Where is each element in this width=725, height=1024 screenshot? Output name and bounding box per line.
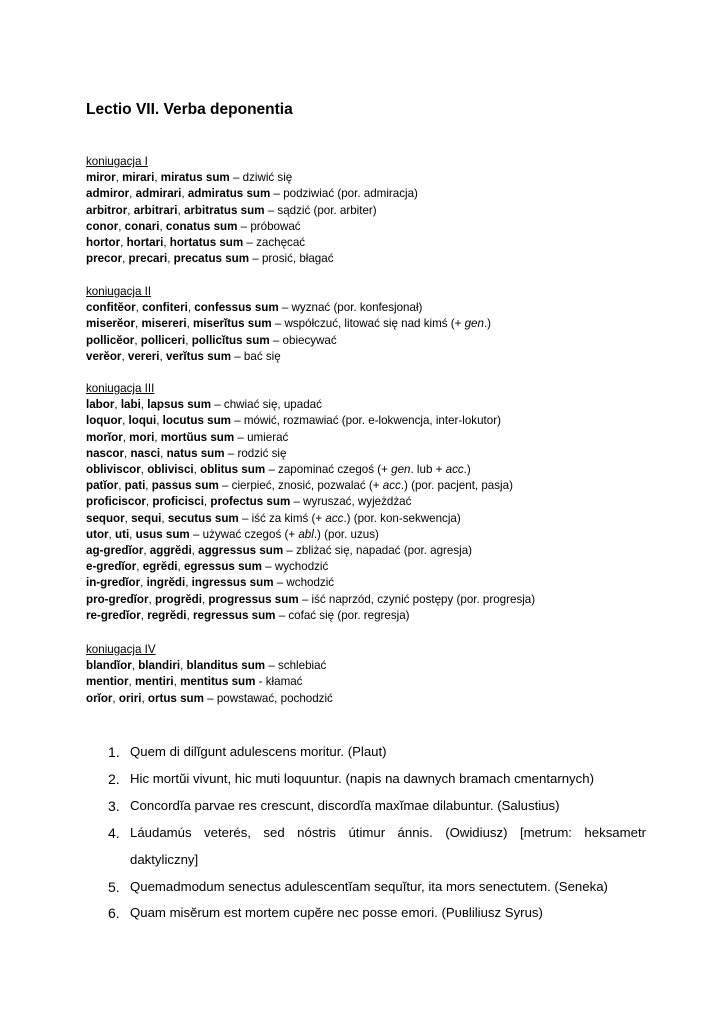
verb-form: pollicĭtus sum — [191, 333, 270, 347]
verb-form: confiteri — [142, 301, 188, 315]
verb-form: hortatus sum — [169, 236, 244, 250]
verb-meaning: – iść naprzód, czynić postępy (por. progresja) — [298, 592, 536, 606]
conjugation-section — [86, 381, 646, 624]
verb-form: miror — [86, 171, 116, 185]
verb-meaning: – sądzić (por. arbiter) — [264, 203, 377, 217]
verb-meaning: – iść za kimś (+ acc.) (por. kon-sekwencja) — [238, 511, 461, 525]
verb-form: hortor — [86, 236, 121, 250]
verb-entry: miror, mirari, miratus sum – dziwić się — [86, 171, 293, 185]
verb-entry: utor, uti, usus sum – używać czegoś (+ abl.) (por. uzus) — [86, 527, 379, 541]
verb-form: vereri — [127, 349, 160, 363]
verb-form: pati — [124, 479, 146, 493]
verb-meaning: – rodzić się — [224, 446, 287, 460]
exercise-number: 5. — [108, 878, 120, 895]
verb-form: aggressus sum — [198, 544, 284, 558]
verb-form: admiror — [86, 187, 130, 201]
verb-form: pro-gredĭor — [86, 592, 149, 606]
verb-meaning: – bać się — [231, 349, 281, 363]
exercise-item — [86, 739, 646, 766]
verb-entry: re-gredĭor, regrĕdi, regressus sum – cofać się (por. regresja) — [86, 608, 410, 622]
verb-form: confessus sum — [194, 301, 279, 315]
verb-form: mentiri — [134, 675, 174, 689]
verb-entry: hortor, hortari, hortatus sum – zachęcać — [86, 236, 306, 250]
verb-entry: conor, conari, conatus sum – próbować — [86, 219, 301, 233]
verb-form: arbitratus sum — [183, 203, 265, 217]
verb-form: miserĭtus sum — [193, 317, 272, 331]
verb-entry: precor, precari, precatus sum – prosić, błagać — [86, 252, 334, 266]
verb-form: confitĕor — [86, 301, 136, 315]
verb-form: passus sum — [151, 479, 219, 493]
verb-entry: labor, labi, lapsus sum – chwiać się, upadać — [86, 398, 322, 412]
verb-form: in-gredĭor — [86, 576, 141, 590]
verb-form: natus sum — [166, 446, 225, 460]
verb-form: ingrĕdi — [146, 576, 186, 590]
verb-form: morĭor — [86, 430, 123, 444]
verb-meaning: – używać czegoś (+ abl.) (por. uzus) — [189, 527, 379, 541]
verb-form: polliceri — [140, 333, 186, 347]
verb-meaning: – mówić, rozmawiać (por. e-lokwencja, inter-lokutor) — [230, 414, 501, 428]
verb-entry: nascor, nasci, natus sum – rodzić się — [86, 446, 287, 460]
verb-form: lapsus sum — [147, 398, 212, 412]
verb-form: arbitrari — [133, 203, 178, 217]
verb-form: mentior — [86, 675, 129, 689]
section-heading: koniugacja III — [86, 382, 155, 395]
verb-form: blandĭor — [86, 659, 132, 673]
verb-meaning: – wyruszać, wyjeżdżać — [290, 495, 412, 509]
exercise-text: Quem di dilĭgunt adulescens moritur. (Plaut) — [130, 744, 387, 759]
verb-form: precor — [86, 252, 123, 266]
verb-form: nasci — [130, 446, 161, 460]
verb-entry: arbitror, arbitrari, arbitratus sum – sądzić (por. arbiter) — [86, 203, 377, 217]
verb-form: mirari — [122, 171, 155, 185]
exercise-number: 3. — [108, 797, 120, 814]
verb-meaning: – chwiać się, upadać — [211, 398, 322, 412]
verb-form: mortŭus sum — [160, 430, 235, 444]
section-heading: koniugacja II — [86, 285, 152, 298]
verb-form: oblivisci — [147, 463, 194, 477]
verb-form: proficisci — [152, 495, 204, 509]
exercise-item — [86, 793, 646, 820]
verb-form: precari — [128, 252, 168, 266]
verb-form: loqui — [128, 414, 157, 428]
verb-form: oriri — [118, 691, 142, 705]
verb-entry: obliviscor, oblivisci, oblitus sum – zapominać czegoś (+ gen. lub + acc.) — [86, 463, 471, 477]
verb-form: patĭor — [86, 479, 119, 493]
verb-entry: loquor, loqui, locutus sum – mówić, rozmawiać (por. e-lokwencja, inter-lokutor) — [86, 414, 501, 428]
verb-form: ortus sum — [147, 691, 204, 705]
verb-form: regressus sum — [192, 608, 276, 622]
verb-form: mori — [129, 430, 155, 444]
verb-form: egressus sum — [183, 560, 262, 574]
exercise-text: Hic mortŭi vivunt, hic muti loquuntur. (napis na dawnych bramach cmentarnych) — [130, 770, 594, 786]
verb-form: proficiscor — [86, 495, 146, 509]
verb-meaning: – obiecywać — [269, 333, 337, 347]
verb-form: admirari — [135, 187, 182, 201]
verb-entry: in-gredĭor, ingrĕdi, ingressus sum – wchodzić — [86, 576, 335, 590]
verb-form: conari — [124, 219, 160, 233]
exercise-text: Quam misĕrum est mortem cupĕre nec posse emori. (Pᴜʙliliusz Syrus) — [130, 905, 543, 921]
verb-meaning: – wychodzić — [261, 560, 329, 574]
verb-meaning: – umierać — [234, 430, 289, 444]
verb-meaning: – dziwić się — [229, 171, 293, 185]
verb-entry: orĭor, oriri, ortus sum – powstawać, pochodzić — [86, 691, 333, 705]
verb-form: blandiri — [138, 659, 181, 673]
verb-meaning: – wchodzić — [273, 576, 335, 590]
verb-form: labi — [120, 398, 141, 412]
section-heading: koniugacja I — [86, 155, 148, 168]
verb-entry: blandĭor, blandiri, blanditus sum – schlebiać — [86, 659, 327, 673]
verb-form: sequor — [86, 511, 125, 525]
verb-form: progressus sum — [208, 592, 299, 606]
verb-meaning: – współczuć, litować się nad kimś (+ gen.) — [271, 317, 492, 331]
verb-form: precatus sum — [173, 252, 250, 266]
verb-entry: morĭor, mori, mortŭus sum – umierać — [86, 430, 289, 444]
section-heading: koniugacja IV — [86, 643, 156, 656]
verb-form: uti — [115, 527, 130, 541]
verb-form: usus sum — [135, 527, 190, 541]
verb-form: blanditus sum — [186, 659, 266, 673]
conjugation-section — [86, 642, 646, 707]
verb-form: misereri — [141, 317, 187, 331]
verb-meaning: – zbliżać się, napadać (por. agresja) — [283, 544, 473, 558]
exercise-number: 6. — [108, 905, 120, 922]
verb-form: obliviscor — [86, 463, 141, 477]
verb-entry: ag-gredĭor, aggrĕdi, aggressus sum – zbliżać się, napadać (por. agresja) — [86, 544, 473, 558]
verb-meaning: – prosić, błagać — [249, 252, 334, 266]
exercise-number: 1. — [108, 744, 120, 760]
verb-meaning: - kłamać — [255, 675, 303, 689]
verb-form: miserĕor — [86, 317, 135, 331]
verb-form: pollicĕor — [86, 333, 135, 347]
verb-meaning: – wyznać (por. konfesjonał) — [278, 301, 423, 315]
verb-entry: verĕor, vereri, verĭtus sum – bać się — [86, 349, 281, 363]
verb-meaning: – zachęcać — [243, 236, 306, 250]
verb-entry: sequor, sequi, secutus sum – iść za kimś (+ acc.) (por. kon-sekwencja) — [86, 511, 461, 525]
verb-entry: admiror, admirari, admiratus sum – podziwiać (por. admiracja) — [86, 187, 418, 201]
exercise-item — [86, 820, 646, 874]
verb-form: arbitror — [86, 203, 128, 217]
verb-entry: e-gredĭor, egrĕdi, egressus sum – wychodzić — [86, 560, 329, 574]
verb-form: egrĕdi — [142, 560, 178, 574]
verb-form: mentitus sum — [180, 675, 256, 689]
exercise-list — [86, 739, 646, 927]
verb-form: regrĕdi — [147, 608, 187, 622]
verb-meaning: – zapominać czegoś (+ gen. lub + acc.) — [265, 463, 471, 477]
verb-form: secutus sum — [167, 511, 239, 525]
verb-form: conatus sum — [165, 219, 238, 233]
verb-form: re-gredĭor — [86, 608, 141, 622]
verb-form: miratus sum — [160, 171, 230, 185]
verb-form: profectus sum — [210, 495, 291, 509]
exercise-item — [86, 766, 646, 793]
verb-form: locutus sum — [162, 414, 231, 428]
verb-form: e-gredĭor — [86, 560, 137, 574]
exercise-text: Quemadmodum senectus adulescentĭam sequĭtur, ita mors senectutem. (Seneka) — [130, 878, 608, 894]
verb-form: orĭor — [86, 691, 113, 705]
conjugation-section — [86, 154, 646, 267]
verb-form: ingressus sum — [191, 576, 274, 590]
verb-form: sequi — [131, 511, 162, 525]
verb-meaning: – cofać się (por. regresja) — [275, 608, 410, 622]
verb-form: nascor — [86, 446, 125, 460]
verb-meaning: – podziwiać (por. admiracja) — [270, 187, 418, 201]
verb-form: ag-gredĭor — [86, 544, 144, 558]
verb-entry: pro-gredĭor, progrĕdi, progressus sum – iść naprzód, czynić postępy (por. progresja) — [86, 592, 536, 606]
verb-form: verĕor — [86, 349, 122, 363]
exercise-item — [86, 900, 646, 927]
verb-meaning: – próbować — [237, 219, 301, 233]
verb-meaning: – schlebiać — [265, 659, 327, 673]
verb-form: hortari — [126, 236, 164, 250]
verb-form: loquor — [86, 414, 123, 428]
verb-form: conor — [86, 219, 119, 233]
verb-meaning: – cierpieć, znosić, pozwalać (+ acc.) (por. pacjent, pasja) — [218, 479, 513, 493]
exercise-text: Concordĭa parvae res crescunt, discordĭa maxĭmae dilabuntur. (Salustius) — [130, 797, 560, 813]
verb-entry: patĭor, pati, passus sum – cierpieć, znosić, pozwalać (+ acc.) (por. pacjent, pasja) — [86, 479, 513, 493]
verb-form: oblitus sum — [200, 463, 266, 477]
page-title: Lectio VII. Verba deponentia — [86, 101, 293, 118]
verb-form: progrĕdi — [154, 592, 202, 606]
exercise-text: Láudamús veterés, sed nóstris útimur ánnis. (Owidiusz) [metrum: heksametr daktyliczny] — [130, 824, 646, 867]
verb-form: admiratus sum — [187, 187, 271, 201]
exercise-item — [86, 874, 646, 901]
verb-entry: pollicĕor, polliceri, pollicĭtus sum – obiecywać — [86, 333, 337, 347]
exercise-number: 4. — [108, 824, 120, 841]
verb-entry: proficiscor, proficisci, profectus sum – wyruszać, wyjeżdżać — [86, 495, 412, 509]
verb-form: verĭtus sum — [165, 349, 232, 363]
verb-entry: confitĕor, confiteri, confessus sum – wyznać (por. konfesjonał) — [86, 301, 423, 315]
verb-entry: miserĕor, misereri, miserĭtus sum – współczuć, litować się nad kimś (+ gen.) — [86, 317, 492, 331]
exercise-number: 2. — [108, 770, 120, 787]
verb-meaning: – powstawać, pochodzić — [203, 691, 333, 705]
conjugation-section — [86, 284, 646, 365]
verb-entry: mentior, mentiri, mentitus sum - kłamać — [86, 675, 303, 689]
verb-form: utor — [86, 527, 109, 541]
verb-form: labor — [86, 398, 115, 412]
verb-form: aggrĕdi — [149, 544, 192, 558]
